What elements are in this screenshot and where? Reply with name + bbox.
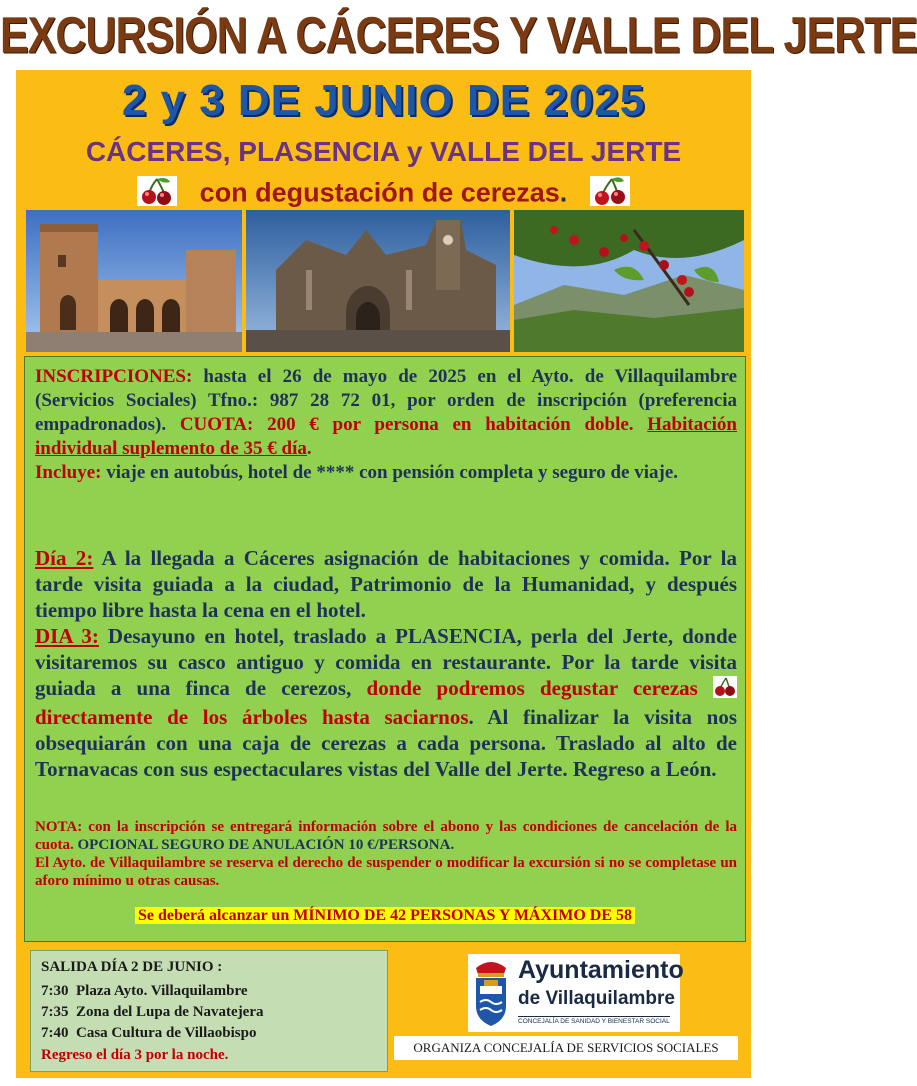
inscripciones-label: INSCRIPCIONES:: [35, 366, 193, 387]
nota-insurance: OPCIONAL SEGURO DE ANULACIÓN 10 €/PERSONA.: [73, 837, 455, 853]
dia3-label: DIA 3:: [35, 624, 99, 648]
minimum-notice: [25, 907, 745, 925]
departure-stop: 7:30 Plaza Ayto. Villaquilambre: [41, 983, 248, 999]
reserva-text: El Ayto. de Villaquilambre se reserva el derecho de suspender o modificar la excursión si no se completase un aforo mínimo u otras causas.: [35, 855, 737, 889]
dia3-red-1: donde podremos degustar cerezas: [366, 676, 713, 700]
coat-of-arms-icon: [470, 958, 512, 1028]
departure-title: SALIDA DÍA 2 DE JUNIO :: [41, 959, 223, 975]
dia3-dot: .: [468, 705, 474, 730]
departure-stop: 7:35 Zona del Lupa de Navatejera: [41, 1004, 264, 1020]
dia3-text: Desayuno en hotel, traslado a PLASENCIA, perla del Jerte, donde visitaremos su casco antiguo y comida en restaurante. Por la tarde visita guiada a una finca de cerezos,: [35, 624, 737, 700]
suplemento-dot: .: [306, 438, 312, 459]
poster-panel: [16, 70, 751, 1078]
nota-red: NOTA: con la inscripción se entregará información sobre el abono y las condiciones de cancelación de la cuota.: [35, 819, 737, 853]
cherry-icon: [590, 176, 630, 213]
cherry-icon: [713, 676, 737, 704]
event-date: 2 y 3 DE JUNIO DE 2025: [121, 76, 646, 125]
departure-stop: 7:40 Casa Cultura de Villaobispo: [41, 1025, 257, 1041]
registration-paragraph: [35, 365, 737, 485]
return-text: Regreso el día 3 por la noche.: [41, 1047, 229, 1063]
dia2-text: A la llegada a Cáceres asignación de habitaciones y comida. Por la tarde visita guiada a la ciudad, Patrimonio de la Humanidad, y después tiempo libre hasta la cena en el hotel.: [35, 546, 738, 622]
logo-line1: Ayuntamiento: [518, 956, 684, 984]
itinerary-paragraph: [35, 545, 737, 782]
cuota-text: CUOTA: 200 € por persona en habitación doble.: [179, 414, 634, 435]
dia2-label: Día 2:: [35, 546, 94, 570]
dia3-red-2: directamente de los árboles hasta saciarnos: [35, 705, 469, 730]
ayuntamiento-logo: [468, 954, 684, 1032]
info-panel: [24, 356, 746, 942]
incluye-text: viaje en autobús, hotel de **** con pensión completa y seguro de viaje.: [101, 462, 679, 483]
cherry-tasting-line: [16, 176, 751, 213]
tasting-text: con degustación de cerezas: [199, 177, 560, 208]
event-places: CÁCERES, PLASENCIA y VALLE DEL JERTE: [85, 136, 682, 167]
logo-line2: de Villaquilambre: [518, 988, 675, 1009]
poster-title: EXCURSIÓN A CÁCERES Y VALLE DEL JERTE: [0, 7, 917, 65]
incluye-label: Incluye:: [35, 462, 102, 483]
photo-plasencia: [246, 210, 510, 352]
inscripciones-text: hasta el 26 de mayo de 2025 en el Ayto. de Villaquilambre (Servicios Sociales) Tfno.: 987 28 72 01, por orden de inscripción (preferencia empadronados).: [35, 366, 737, 435]
notes-paragraph: [35, 818, 737, 890]
photo-caceres: [26, 210, 242, 352]
departure-box: [30, 950, 388, 1072]
minimum-text: Se deberá alcanzar un MÍNIMO DE 42 PERSONAS Y MÁXIMO DE 58: [135, 907, 635, 924]
photo-valle-jerte: [514, 210, 744, 352]
tasting-dot: .: [559, 177, 568, 208]
dia3-end: Al finalizar la visita nos obsequiarán con una caja de cerezas a cada persona. Traslado al alto de Tornavacas con sus espectaculares vistas del Valle del Jerte. Regreso a León.: [35, 705, 737, 782]
cherry-icon: [137, 176, 177, 213]
suplemento-text: Habitación individual suplemento de 35 € día: [35, 414, 737, 459]
organizer-text: ORGANIZA CONCEJALÍA DE SERVICIOS SOCIALES: [394, 1036, 738, 1060]
logo-line3: CONCEJALÍA DE SANIDAD Y BIENESTAR SOCIAL: [518, 1018, 670, 1025]
